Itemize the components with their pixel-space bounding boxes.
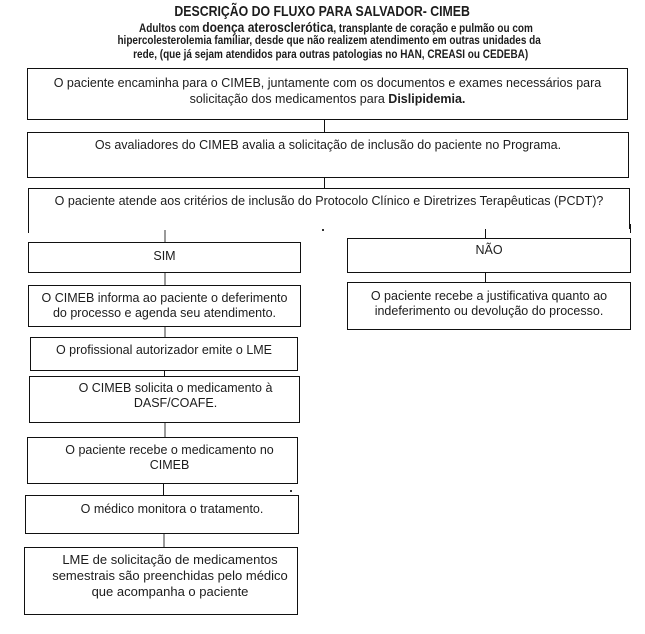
connector-receive-monitor [163, 484, 164, 495]
step-evaluation: Os avaliadores do CIMEB avalia a solicitação de inclusão do paciente no Programa. [27, 132, 629, 178]
step-deferment-scheduling: O CIMEB informa ao paciente o deferimento do processo e agenda seu atendimento. [28, 285, 301, 327]
branch-yes-label: SIM [28, 242, 301, 273]
stray-mark [290, 490, 292, 492]
connector-request-receive [164, 423, 166, 437]
step-semiannual-lme: LME de solicitação de medicamentos semestrais são preenchidas pelo médico que acompanha o paciente [24, 547, 298, 615]
connector-deferment-lme [164, 327, 166, 337]
decision-pcdt-criteria: O paciente atende aos critérios de inclusão do Protocolo Clínico e Diretrizes Terapêuticas (PCDT)? [28, 188, 630, 229]
connector-step2-decision [324, 178, 325, 188]
connector-decision-nao [485, 228, 486, 238]
step-request-medication: O CIMEB solicita o medicamento à DASF/COAFE. [29, 376, 300, 423]
step-receive-medication: O paciente recebe o medicamento no CIMEB [27, 437, 298, 484]
connector-step1-step2 [324, 120, 325, 132]
branch-no-label: NÃO [347, 238, 631, 273]
subtitle-line-2: hipercolesterolemia familiar, desde que não realizem atendimento em outras unidades da [117, 34, 542, 47]
condition-name: Dislipidemia. [388, 92, 466, 106]
subtitle-emphasis: doença aterosclerótica [201, 19, 333, 35]
subtitle-line-1: Adultos com doença aterosclerótica, transplante de coração e pulmão ou com [138, 19, 533, 35]
branch-center-mark [322, 229, 324, 231]
connector-nao-justification [485, 273, 486, 282]
page-title: DESCRIÇÃO DO FLUXO PARA SALVADOR- CIMEB [174, 3, 471, 20]
step-issue-lme: O profissional autorizador emite o LME [30, 337, 298, 371]
step-rejection-justification: O paciente recebe a justificativa quanto ao indeferimento ou devolução do processo. [347, 282, 631, 330]
connector-sim-deferment [164, 273, 166, 285]
connector-monitor-lme-renewal [163, 534, 165, 547]
branch-tick-right [630, 224, 631, 233]
step-patient-referral: O paciente encaminha para o CIMEB, juntamente com os documentos e exames necessários para solicitação dos medicamentos para Dislipidemia. [27, 68, 628, 120]
step-monitor-treatment: O médico monitora o tratamento. [25, 495, 299, 534]
connector-decision-sim [164, 230, 166, 242]
subtitle-line-3: rede, (que já sejam atendidos para outras patologias no HAN, CREASI ou CEDEBA) [132, 48, 529, 61]
